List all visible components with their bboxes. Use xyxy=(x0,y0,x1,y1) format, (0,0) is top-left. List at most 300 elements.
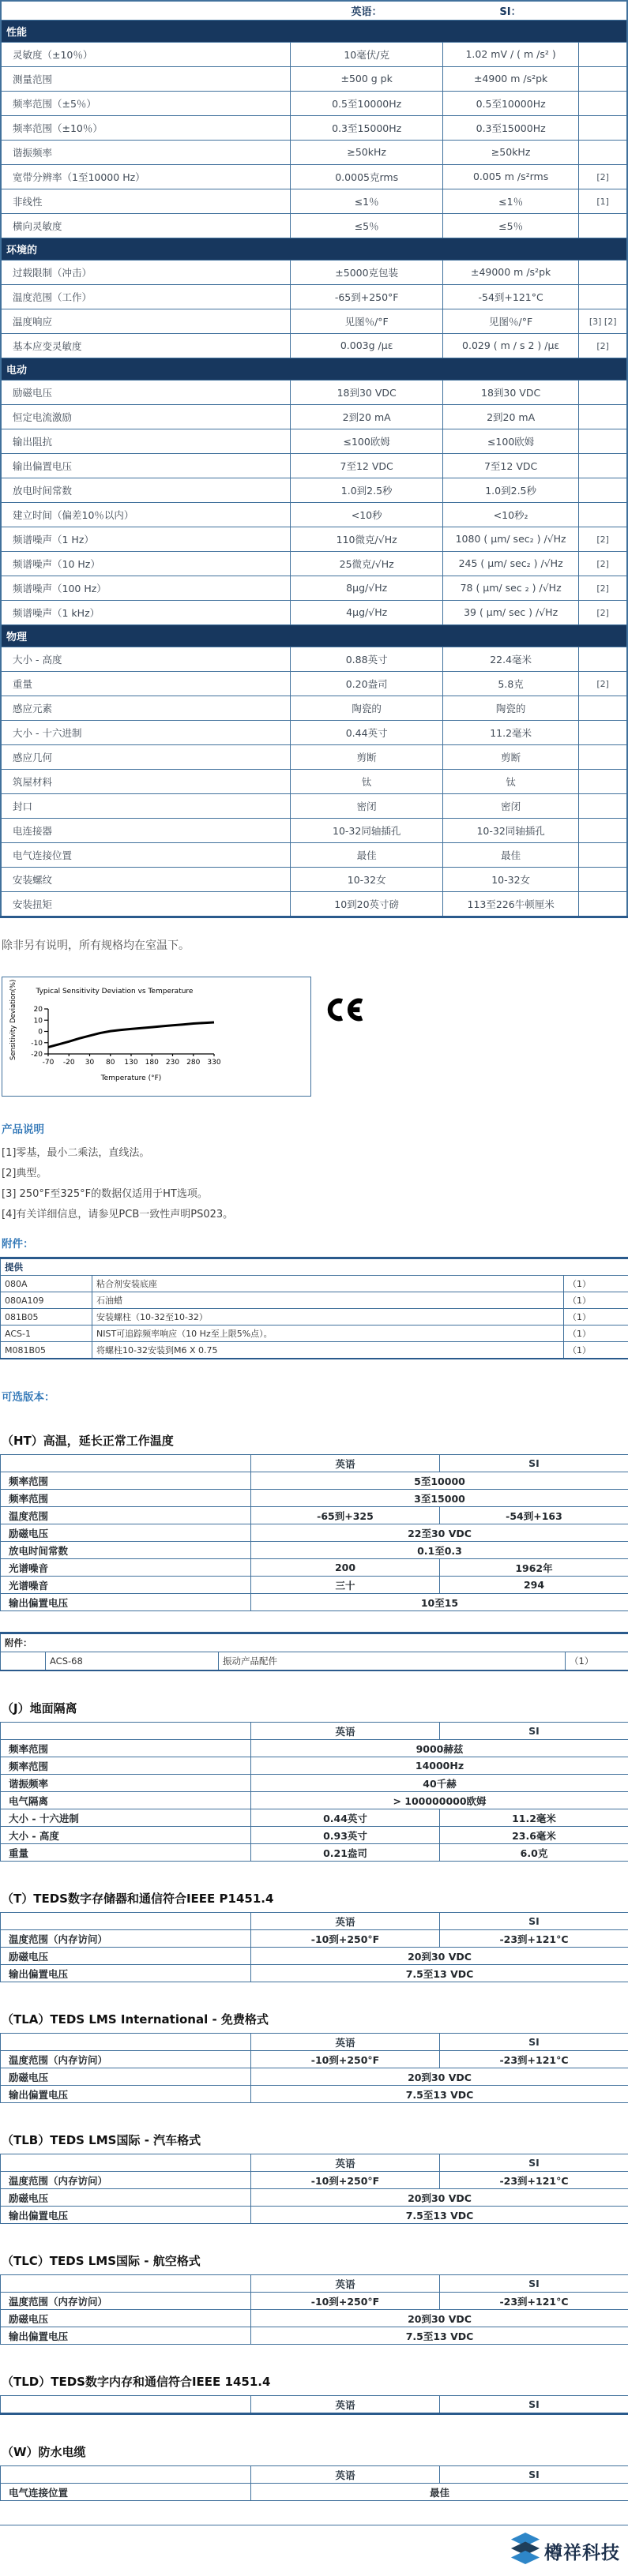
svg-text:330: 330 xyxy=(207,1059,220,1067)
product-note-line: [1]零基，最小二乘法，直线法。 xyxy=(2,1144,628,1159)
spec-note xyxy=(579,819,627,843)
spec-label: 恒定电流激励 xyxy=(1,405,291,429)
main-spec-table xyxy=(0,0,628,918)
spec-value-english: -65到+250°F xyxy=(291,285,442,309)
spec-note xyxy=(579,429,627,454)
spec-value-english: 0.3至15000Hz xyxy=(291,116,442,141)
accessory-model: 080A109 xyxy=(1,1292,92,1309)
spec-note xyxy=(579,214,627,238)
option-label: 励磁电压 xyxy=(1,1524,251,1542)
spec-value-si: 22.4毫米 xyxy=(442,647,578,672)
table-row xyxy=(1,165,627,189)
spec-note xyxy=(579,141,627,165)
option-row xyxy=(1,1792,628,1809)
option-value-shared: 7.5至13 VDC xyxy=(251,1965,628,1982)
spec-value-si: 7至12 VDC xyxy=(442,454,578,478)
option-table xyxy=(0,1722,628,1862)
spec-value-si: 钛 xyxy=(442,770,578,794)
option-value-english: -10到+250°F xyxy=(251,1930,440,1948)
svg-text:280: 280 xyxy=(186,1059,200,1067)
spec-note: [1] xyxy=(579,189,627,214)
spec-value-si: 1.02 mV / ( m /s² ) xyxy=(442,43,578,67)
spec-value-si: 11.2毫米 xyxy=(442,721,578,745)
svg-text:-20: -20 xyxy=(63,1059,75,1067)
spec-label: 频率范围（±5％） xyxy=(1,92,291,116)
option-label: 温度范围 xyxy=(1,1507,251,1524)
option-value-si: -23到+121°C xyxy=(440,2172,628,2189)
spec-value-english: ≤100欧姆 xyxy=(291,429,442,454)
option-value-shared: 40千赫 xyxy=(251,1775,628,1792)
spec-label: 温度响应 xyxy=(1,309,291,334)
option-value-shared: 5至10000 xyxy=(251,1472,628,1490)
option-value-english: 0.44英寸 xyxy=(251,1809,440,1827)
spec-note xyxy=(579,794,627,819)
option-value-shared: 最佳 xyxy=(251,2484,628,2501)
option-label: 输出偏置电压 xyxy=(1,2086,251,2103)
option-value-english: 0.21盎司 xyxy=(251,1844,440,1862)
spec-label: 感应几何 xyxy=(1,745,291,770)
spec-value-si: 2到20 mA xyxy=(442,405,578,429)
table-row xyxy=(1,214,627,238)
table-row xyxy=(1,770,627,794)
spec-value-english: 10-32女 xyxy=(291,868,442,892)
option-col-si: SI xyxy=(440,1455,628,1472)
svg-text:230: 230 xyxy=(166,1059,179,1067)
option-label: 大小 - 高度 xyxy=(1,1827,251,1844)
spec-label: 筑屋材料 xyxy=(1,770,291,794)
product-notes xyxy=(0,1144,628,1221)
option-col-english: 英语 xyxy=(251,1913,440,1930)
table-row xyxy=(1,67,627,92)
spec-label: 大小 - 十六进制 xyxy=(1,721,291,745)
svg-text:Typical Sensitivity Deviation: Typical Sensitivity Deviation vs Temperature xyxy=(36,988,194,996)
spec-value-english: 0.88英寸 xyxy=(291,647,442,672)
spec-note xyxy=(579,43,627,67)
spec-note xyxy=(579,478,627,503)
option-value-si: 294 xyxy=(440,1577,628,1594)
spec-note xyxy=(579,381,627,405)
option-header-row xyxy=(1,2466,628,2484)
svg-text:0: 0 xyxy=(38,1029,43,1037)
option-value-si: -23到+121°C xyxy=(440,2051,628,2068)
option-accessory-table xyxy=(0,1632,628,1671)
ce-mark-icon xyxy=(325,994,370,1029)
product-notes-title: 产品说明 xyxy=(2,1120,628,1136)
spec-value-si: 0.005 m /s²rms xyxy=(442,165,578,189)
spec-value-si: ±49000 m /s²pk xyxy=(442,261,578,285)
spec-value-si: 0.5至10000Hz xyxy=(442,92,578,116)
spec-value-english: 10到20英寸磅 xyxy=(291,892,442,917)
spec-note: [2] xyxy=(579,672,627,696)
spec-value-si: ≤100欧姆 xyxy=(442,429,578,454)
spec-value-english: 0.0005克rms xyxy=(291,165,442,189)
spec-label: 频谱噪声（1 kHz） xyxy=(1,601,291,625)
option-value-english: -10到+250°F xyxy=(251,2293,440,2310)
spec-note: [2] xyxy=(579,601,627,625)
table-row xyxy=(1,381,627,405)
spec-note xyxy=(579,647,627,672)
option-row xyxy=(1,2310,628,2327)
option-title: （W）防水电缆 xyxy=(2,2443,628,2460)
spec-label: 安装扭矩 xyxy=(1,892,291,917)
option-label: 光谱噪音 xyxy=(1,1577,251,1594)
option-header-row xyxy=(1,1723,628,1740)
accessories-header-row xyxy=(1,1258,628,1276)
option-col-si: SI xyxy=(440,2275,628,2293)
accessory-row xyxy=(1,1325,628,1342)
option-value-english: -10到+250°F xyxy=(251,2172,440,2189)
option-label: 励磁电压 xyxy=(1,2068,251,2086)
option-table xyxy=(0,2033,628,2103)
option-header-blank xyxy=(1,2466,251,2484)
accessory-qty: （1） xyxy=(564,1276,628,1292)
spec-value-si: 最佳 xyxy=(442,843,578,868)
option-value-si: 1962年 xyxy=(440,1559,628,1577)
spec-value-english: 4μg/√Hz xyxy=(291,601,442,625)
option-row xyxy=(1,2484,628,2501)
option-value-si: -54到+163 xyxy=(440,1507,628,1524)
spec-note: [2] xyxy=(579,576,627,601)
spec-label: 频谱噪声（10 Hz） xyxy=(1,552,291,576)
spec-label: 过载限制（冲击） xyxy=(1,261,291,285)
svg-text:80: 80 xyxy=(106,1059,115,1067)
spec-value-english: 最佳 xyxy=(291,843,442,868)
option-title: （TLA）TEDS LMS International - 免费格式 xyxy=(2,2011,628,2027)
option-value-si: -23到+121°C xyxy=(440,2293,628,2310)
option-accessory-qty: （1） xyxy=(566,1652,628,1671)
spec-label: 输出偏置电压 xyxy=(1,454,291,478)
option-row xyxy=(1,2189,628,2207)
spec-note: [3] [2] xyxy=(579,309,627,334)
spec-value-si: 5.8克 xyxy=(442,672,578,696)
spec-value-si: ±4900 m /s²pk xyxy=(442,67,578,92)
option-label: 励磁电压 xyxy=(1,2189,251,2207)
svg-text:-70: -70 xyxy=(43,1059,55,1067)
spec-label: 温度范围（工作） xyxy=(1,285,291,309)
spec-value-english: 8μg/√Hz xyxy=(291,576,442,601)
section-label: 物理 xyxy=(1,625,627,647)
accessory-qty: （1） xyxy=(564,1342,628,1359)
spec-value-english: ≤1％ xyxy=(291,189,442,214)
table-row xyxy=(1,334,627,358)
option-value-si: 11.2毫米 xyxy=(440,1809,628,1827)
footer xyxy=(0,2532,620,2570)
spec-value-si: 1080 ( μm/ sec₂ ) /√Hz xyxy=(442,527,578,552)
option-table xyxy=(0,2154,628,2224)
option-value-si: -23到+121°C xyxy=(440,1930,628,1948)
spec-note xyxy=(579,696,627,721)
option-label: 输出偏置电压 xyxy=(1,1594,251,1611)
spec-note xyxy=(579,745,627,770)
option-col-english: 英语 xyxy=(251,1723,440,1740)
option-label: 频率范围 xyxy=(1,1490,251,1507)
option-accessory-blank xyxy=(1,1652,46,1671)
table-row xyxy=(1,43,627,67)
table-row xyxy=(1,141,627,165)
spec-label: 横向灵敏度 xyxy=(1,214,291,238)
sensitivity-deviation-chart xyxy=(2,977,311,1097)
option-value-english: -65到+325 xyxy=(251,1507,440,1524)
option-col-english: 英语 xyxy=(251,2034,440,2051)
spec-value-si: ≥50kHz xyxy=(442,141,578,165)
option-header-blank xyxy=(1,2154,251,2172)
spec-value-si: 245 ( μm/ sec₂ ) /√Hz xyxy=(442,552,578,576)
option-header-row xyxy=(1,2034,628,2051)
spec-value-english: <10秒 xyxy=(291,503,442,527)
option-header-blank xyxy=(1,1913,251,1930)
table-row xyxy=(1,647,627,672)
spec-label: 输出阻抗 xyxy=(1,429,291,454)
table-row xyxy=(1,454,627,478)
accessory-row xyxy=(1,1276,628,1292)
spec-label: 建立时间（偏差10％以内） xyxy=(1,503,291,527)
option-value-shared: 7.5至13 VDC xyxy=(251,2086,628,2103)
option-col-english: 英语 xyxy=(251,2466,440,2484)
option-label: 大小 - 十六进制 xyxy=(1,1809,251,1827)
option-col-si: SI xyxy=(440,2466,628,2484)
option-col-si: SI xyxy=(440,2034,628,2051)
spec-value-si: 39 ( μm/ sec ) /√Hz xyxy=(442,601,578,625)
option-row xyxy=(1,2172,628,2189)
option-row xyxy=(1,1490,628,1507)
svg-text:130: 130 xyxy=(124,1059,137,1067)
option-label: 光谱噪音 xyxy=(1,1559,251,1577)
table-row xyxy=(1,794,627,819)
spec-label: 频谱噪声（1 Hz） xyxy=(1,527,291,552)
spec-label: 测量范围 xyxy=(1,67,291,92)
option-header-row xyxy=(1,2396,628,2414)
spec-value-si: 见图％/°F xyxy=(442,309,578,334)
spec-label: 宽带分辨率（1至10000 Hz） xyxy=(1,165,291,189)
spec-value-english: 18到30 VDC xyxy=(291,381,442,405)
spec-note: [2] xyxy=(579,552,627,576)
option-col-si: SI xyxy=(440,2154,628,2172)
col-header-english: 英语： xyxy=(291,3,442,18)
spec-note xyxy=(579,285,627,309)
svg-text:Sensitivity Deviation(%): Sensitivity Deviation(%) xyxy=(9,980,17,1060)
accessory-model: M081B05 xyxy=(1,1342,92,1359)
table-row xyxy=(1,819,627,843)
option-col-si: SI xyxy=(440,1723,628,1740)
spec-value-si: 113至226牛顿厘米 xyxy=(442,892,578,917)
accessory-model: 080A xyxy=(1,1276,92,1292)
svg-text:180: 180 xyxy=(145,1059,159,1067)
spec-label: 非线性 xyxy=(1,189,291,214)
option-title: （HT）高温，延长正常工作温度 xyxy=(2,1432,628,1449)
spec-value-si: -54到+121°C xyxy=(442,285,578,309)
spec-label: 频谱噪声（100 Hz） xyxy=(1,576,291,601)
option-row xyxy=(1,1740,628,1757)
option-col-english: 英语 xyxy=(251,2154,440,2172)
option-value-shared: 0.1至0.3 xyxy=(251,1542,628,1559)
option-row xyxy=(1,1930,628,1948)
option-accessory-model: ACS-68 xyxy=(46,1652,219,1671)
option-row xyxy=(1,1844,628,1862)
spec-value-english: 10毫伏/克 xyxy=(291,43,442,67)
option-label: 温度范围（内存访问） xyxy=(1,2051,251,2068)
option-label: 温度范围（内存访问） xyxy=(1,2293,251,2310)
option-title: （TLD）TEDS数字内存和通信符合IEEE 1451.4 xyxy=(2,2373,628,2390)
spec-value-english: 2到20 mA xyxy=(291,405,442,429)
spec-note: [2] xyxy=(579,334,627,358)
spec-note xyxy=(579,67,627,92)
product-note-line: [2]典型。 xyxy=(2,1164,628,1179)
option-header-blank xyxy=(1,2275,251,2293)
spec-note xyxy=(579,843,627,868)
option-col-english: 英语 xyxy=(251,1455,440,1472)
option-value-shared: 7.5至13 VDC xyxy=(251,2327,628,2345)
supplied-accessories-table xyxy=(0,1257,628,1359)
option-row xyxy=(1,1827,628,1844)
option-value-shared: > 100000000欧姆 xyxy=(251,1792,628,1809)
accessory-qty: （1） xyxy=(564,1309,628,1325)
spec-value-english: 钛 xyxy=(291,770,442,794)
table-row xyxy=(1,868,627,892)
table-row xyxy=(1,576,627,601)
svg-text:-20: -20 xyxy=(31,1051,43,1059)
accessory-row xyxy=(1,1342,628,1359)
option-row xyxy=(1,1594,628,1611)
spec-value-si: 陶瓷的 xyxy=(442,696,578,721)
spec-note xyxy=(579,503,627,527)
spec-label: 谐振频率 xyxy=(1,141,291,165)
spec-value-english: 陶瓷的 xyxy=(291,696,442,721)
option-row xyxy=(1,1809,628,1827)
option-label: 输出偏置电压 xyxy=(1,1965,251,1982)
option-value-shared: 10至15 xyxy=(251,1594,628,1611)
spec-note xyxy=(579,892,627,917)
accessory-desc: 粘合剂安装底座 xyxy=(92,1276,564,1292)
spec-note xyxy=(579,116,627,141)
option-row xyxy=(1,1965,628,1982)
section-row xyxy=(1,358,627,381)
option-value-shared: 22至30 VDC xyxy=(251,1524,628,1542)
table-row xyxy=(1,261,627,285)
spec-value-english: 1.0到2.5秒 xyxy=(291,478,442,503)
option-value-english: 200 xyxy=(251,1559,440,1577)
accessory-desc: 石油蜡 xyxy=(92,1292,564,1309)
option-label: 励磁电压 xyxy=(1,1948,251,1965)
spec-value-si: 剪断 xyxy=(442,745,578,770)
spec-note xyxy=(579,92,627,116)
option-label: 频率范围 xyxy=(1,1740,251,1757)
spec-value-english: 10-32同轴插孔 xyxy=(291,819,442,843)
spec-value-english: 密闭 xyxy=(291,794,442,819)
section-row xyxy=(1,625,627,647)
accessory-desc: 将螺柱10-32安装到M6 X 0.75 xyxy=(92,1342,564,1359)
option-col-si: SI xyxy=(440,1913,628,1930)
table-row xyxy=(1,892,627,917)
table-row xyxy=(1,672,627,696)
option-label: 重量 xyxy=(1,1844,251,1862)
spec-value-english: 7至12 VDC xyxy=(291,454,442,478)
svg-text:Temperature (°F): Temperature (°F) xyxy=(100,1074,162,1082)
table-row xyxy=(1,92,627,116)
option-row xyxy=(1,2068,628,2086)
accessory-qty: （1） xyxy=(564,1292,628,1309)
table-row xyxy=(1,405,627,429)
spec-label: 封口 xyxy=(1,794,291,819)
option-value-shared: 20到30 VDC xyxy=(251,2310,628,2327)
accessories-title: 附件： xyxy=(2,1235,628,1251)
spec-value-si: 10-32同轴插孔 xyxy=(442,819,578,843)
chart-svg xyxy=(2,977,309,1094)
option-row xyxy=(1,1757,628,1775)
option-table xyxy=(0,1454,628,1611)
option-header-blank xyxy=(1,1723,251,1740)
spec-label: 电连接器 xyxy=(1,819,291,843)
option-value-shared: 20到30 VDC xyxy=(251,1948,628,1965)
option-label: 励磁电压 xyxy=(1,2310,251,2327)
option-title: （J）地面隔离 xyxy=(2,1700,628,1716)
section-label: 环境的 xyxy=(1,238,627,261)
option-table xyxy=(0,1912,628,1982)
option-row xyxy=(1,1472,628,1490)
spec-value-english: 0.20盎司 xyxy=(291,672,442,696)
option-value-si: 23.6毫米 xyxy=(440,1827,628,1844)
spec-value-si: 78 ( μm/ sec ₂ ) /√Hz xyxy=(442,576,578,601)
option-value-shared: 14000Hz xyxy=(251,1757,628,1775)
spec-note: [2] xyxy=(579,527,627,552)
option-label: 频率范围 xyxy=(1,1472,251,1490)
spec-value-english: 0.5至10000Hz xyxy=(291,92,442,116)
option-label: 电气连接位置 xyxy=(1,2484,251,2501)
option-row xyxy=(1,1524,628,1542)
option-col-english: 英语 xyxy=(251,2396,440,2414)
spec-note xyxy=(579,261,627,285)
option-row xyxy=(1,1507,628,1524)
spec-value-si: 10-32女 xyxy=(442,868,578,892)
accessory-qty: （1） xyxy=(564,1325,628,1342)
option-col-english: 英语 xyxy=(251,2275,440,2293)
accessory-model: ACS-1 xyxy=(1,1325,92,1342)
option-label: 放电时间常数 xyxy=(1,1542,251,1559)
svg-text:30: 30 xyxy=(85,1059,95,1067)
option-value-english: 三十 xyxy=(251,1577,440,1594)
spec-value-english: 0.44英寸 xyxy=(291,721,442,745)
spec-label: 大小 - 高度 xyxy=(1,647,291,672)
table-row xyxy=(1,429,627,454)
option-accessory-header-row xyxy=(1,1633,628,1652)
option-accessory-header: 附件： xyxy=(1,1633,628,1652)
option-header-row xyxy=(1,2154,628,2172)
main-col-headers xyxy=(1,1,627,21)
option-label: 电气隔离 xyxy=(1,1792,251,1809)
table-row xyxy=(1,601,627,625)
table-row xyxy=(1,696,627,721)
spec-value-si: <10秒₂ xyxy=(442,503,578,527)
spec-label: 频率范围（±10％） xyxy=(1,116,291,141)
product-note-line: [4]有关详细信息，请参见PCB一致性声明PS023。 xyxy=(2,1206,628,1221)
spec-value-english: ±500 g pk xyxy=(291,67,442,92)
option-accessory-desc: 振动产品配件 xyxy=(219,1652,566,1671)
spec-note xyxy=(579,454,627,478)
option-header-row xyxy=(1,2275,628,2293)
svg-text:-10: -10 xyxy=(31,1040,43,1048)
table-row xyxy=(1,478,627,503)
option-row xyxy=(1,1775,628,1792)
svg-text:10: 10 xyxy=(34,1017,43,1025)
brand-logo-icon xyxy=(510,2532,541,2570)
product-note-line: [3] 250°F至325°F的数据仅适用于HT选项。 xyxy=(2,1185,628,1200)
spec-value-english: ≤5％ xyxy=(291,214,442,238)
option-table xyxy=(0,2395,628,2415)
optional-versions xyxy=(0,1432,628,2501)
option-row xyxy=(1,1559,628,1577)
option-value-shared: 7.5至13 VDC xyxy=(251,2207,628,2224)
table-row xyxy=(1,721,627,745)
accessory-desc: NIST可追踪频率响应（10 Hz至上限5%点）。 xyxy=(92,1325,564,1342)
